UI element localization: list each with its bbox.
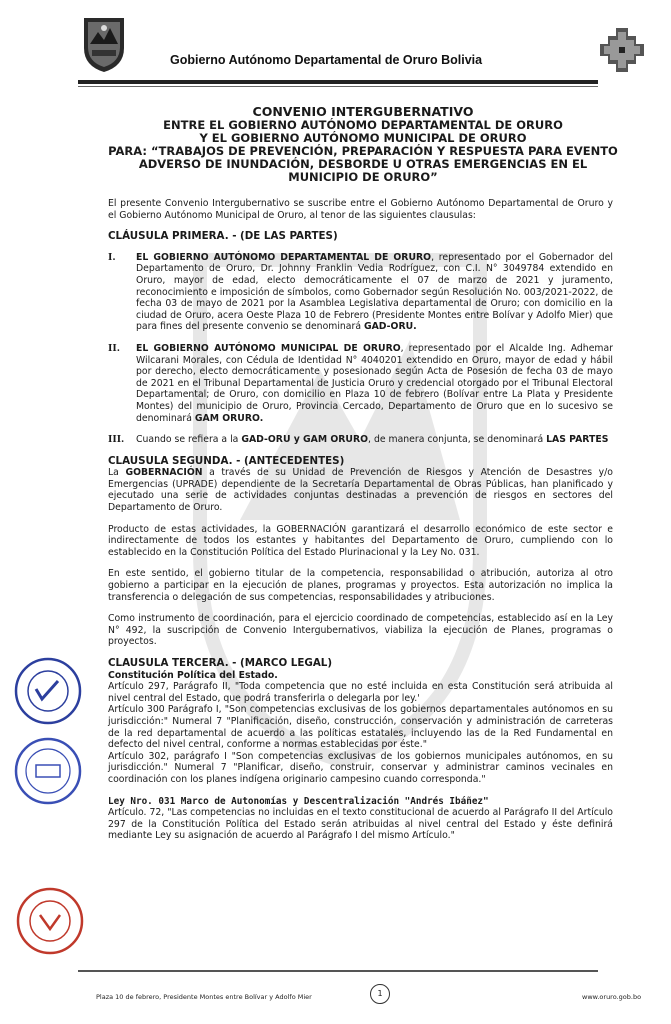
party-item	[108, 252, 613, 333]
subheading: Constitución Política del Estado.	[108, 669, 278, 681]
title-line: PARA: “TRABAJOS DE PREVENCIÓN, PREPARACIÓN Y RESPUESTA PARA EVENTO	[108, 144, 618, 158]
paragraph: Artículo 302, parágrafo I "Son competencias exclusivas de los gobiernos municipales autónomos, en su jurisdicción." Numeral 7 "Planificar, diseño, construir, conservar y administrar caminos vecinales en coordinación con los planes indígena originario campesino cuando corresponda."	[108, 750, 613, 785]
party-alias: LAS PARTES	[546, 434, 609, 446]
text-run: La	[108, 467, 126, 479]
title-line: Y EL GOBIERNO AUTÓNOMO MUNICIPAL DE ORURO	[199, 131, 527, 145]
page-header	[0, 0, 671, 92]
clause-heading: CLAUSULA SEGUNDA. - (ANTECEDENTES)	[108, 454, 345, 467]
party-name: EL GOBIERNO AUTÓNOMO MUNICIPAL DE ORURO	[136, 342, 401, 354]
party-alias: GAM ORURO.	[194, 412, 264, 424]
party-alias: GAD-ORU y GAM ORURO	[241, 434, 369, 446]
paragraph: En este sentido, el gobierno titular de la competencia, responsabilidad o atribución, autoriza al otro gobierno a participar en la ejecución de planes, programas y proyectos. Esta autorización no implica la transferencia o delegación de sus competencias, responsabilidades y atribuciones.	[108, 568, 613, 603]
text-run-bold: GOBERNACIÓN	[125, 467, 203, 479]
page-number: 1	[370, 984, 390, 1004]
clause-heading: CLAUSULA TERCERA. - (MARCO LEGAL)	[108, 657, 333, 669]
footer-rule	[78, 970, 598, 972]
party-description: , representado por el Gobernador del Departamento de Oruro, Dr. Johnny Franklin Vedia Rodríguez, con C.I. N° 3049784 extendido en Oruro, mayor de edad, electo democráticamente el 07 de marzo de 2021 y juramento, reconocimiento e imposición de símbolos, como Gobernador según Resolución No. 003/2021-2022, de fecha 03 de mayo de 2021 por la Asamblea Legislativa departamental de Oruro; con domicilio en la ciudad de Oruro, acera Oeste Plaza 10 de Febrero (Presidente Montes entre Bolívar y Adolfo Mier) que para fines del presente convenio se denominará	[136, 251, 613, 333]
intro-paragraph: El presente Convenio Intergubernativo se suscribe entre el Gobierno Autónomo Departamental de Oruro y el Gobierno Autónomo Municipal de Oruro, al tenor de las siguientes clausulas:	[108, 198, 613, 221]
paragraph: Artículo 300 Parágrafo I, "Son competencias exclusivas de los gobiernos departamentales autónomos en su jurisdicción:" Numeral 7 "Planificación, diseño, construcción, conservación y administración de carreteras de la red departamental de acuerdo a las políticas estatales, incluyendo las de la Red Fundamental en defecto del nivel central, conforme a normas establecidas por éste."	[108, 704, 613, 751]
paragraph: Como instrumento de coordinación, para el ejercicio coordinado de competencias, establecido así en la Ley N° 492, la suscripción de Convenio Intergubernativos, viabiliza la ejecución de Planes, programas o proyectos.	[108, 613, 613, 648]
clause-heading: CLÁUSULA PRIMERA. - (DE LAS PARTES)	[108, 230, 338, 243]
party-description: , representado por el Alcalde Ing. Adhemar Wilcarani Morales, con Cédula de Identidad N° 4040201 extendido en Oruro, mayor de edad y hábil por derecho, electo democráticamente y posesionado según Acta de Posesión de fecha 03 de mayo de 2021 en el Tribunal Departamental de Justicia Oruro y credencial otorgado por el Tribunal Electoral Departamental; de Oruro, con domicilio en Plaza 10 de febrero (Bolívar entre La Plata y Presidente Montes) del municipio de Oruro, Provincia Cercado, Departamento de Oruro que en lo sucesivo se denominará	[136, 342, 613, 424]
party-item	[108, 434, 613, 446]
subheading: Ley Nro. 031 Marco de Autonomías y Descentralización "Andrés Ibáñez"	[108, 795, 489, 807]
header-rule-thin	[78, 86, 598, 87]
item-number: II.	[108, 342, 120, 354]
paragraph	[108, 467, 613, 513]
item-number: I.	[108, 251, 116, 263]
title-line: MUNICIPIO DE ORURO”	[288, 170, 438, 184]
header-rule	[78, 80, 598, 84]
party-description: , de manera conjunta, se denominará	[368, 434, 547, 446]
red-round-stamp-icon	[14, 885, 86, 957]
item-number: III.	[108, 434, 125, 446]
title-line: ADVERSO DE INUNDACIÓN, DESBORDE U OTRAS EMERGENCIAS EN EL	[138, 157, 588, 171]
title-line: ENTRE EL GOBIERNO AUTÓNOMO DEPARTAMENTAL DE ORURO	[163, 118, 563, 132]
document-title	[108, 105, 618, 184]
coat-of-arms-icon	[78, 14, 130, 74]
paragraph: Artículo. 72, "Las competencias no incluidas en el texto constitucional de acuerdo al Parágrafo II del Artículo 297 de la Constitución Política del Estado serán atribuidas al nivel central del Estado y éste definirá mediante Ley su asignación de acuerdo al Parágrafo I del mismo Artículo."	[108, 807, 613, 842]
organization-name: Gobierno Autónomo Departamental de Oruro Bolivia	[170, 53, 483, 67]
party-description: Cuando se refiera a la	[136, 434, 242, 446]
party-name: EL GOBIERNO AUTÓNOMO DEPARTAMENTAL DE ORURO	[136, 251, 432, 263]
blue-round-stamp-icon	[10, 735, 90, 807]
document-body	[108, 198, 613, 842]
footer-website: www.oruro.gob.bo	[582, 993, 642, 1001]
andean-cross-icon	[598, 26, 646, 74]
party-item	[108, 343, 613, 424]
footer-address: Plaza 10 de febrero, Presidente Montes entre Bolívar y Adolfo Mier	[96, 993, 312, 1001]
paragraph: Artículo 297, Parágrafo II, "Toda competencia que no esté incluida en esta Constitución será atribuida al nivel central del Estado, que podrá transferirla o delegarla por ley.'	[108, 681, 613, 704]
paragraph: Producto de estas actividades, la GOBERNACIÓN garantizará el desarrollo económico de este sector e indirectamente de todos los estantes y habitantes del Departamento de Oruro, cumpliendo con lo establecido en la Constitución Política del Estado Plurinacional y la Ley No. 031.	[108, 523, 613, 558]
blue-round-stamp-icon	[12, 655, 84, 727]
title-main: CONVENIO INTERGUBERNATIVO	[252, 104, 474, 119]
party-alias: GAD-ORU.	[363, 321, 417, 333]
text-run: a través de su Unidad de Prevención de Riesgos y Atención de Desastres y/o Emergencias (UPRADE) dependiente de la Secretaría Departamental de Obras Públicas, han planificado y ejecutado una serie de actividades conjuntas destinadas a prevención de riesgos en sectores del Departamento de Oruro.	[108, 467, 613, 514]
